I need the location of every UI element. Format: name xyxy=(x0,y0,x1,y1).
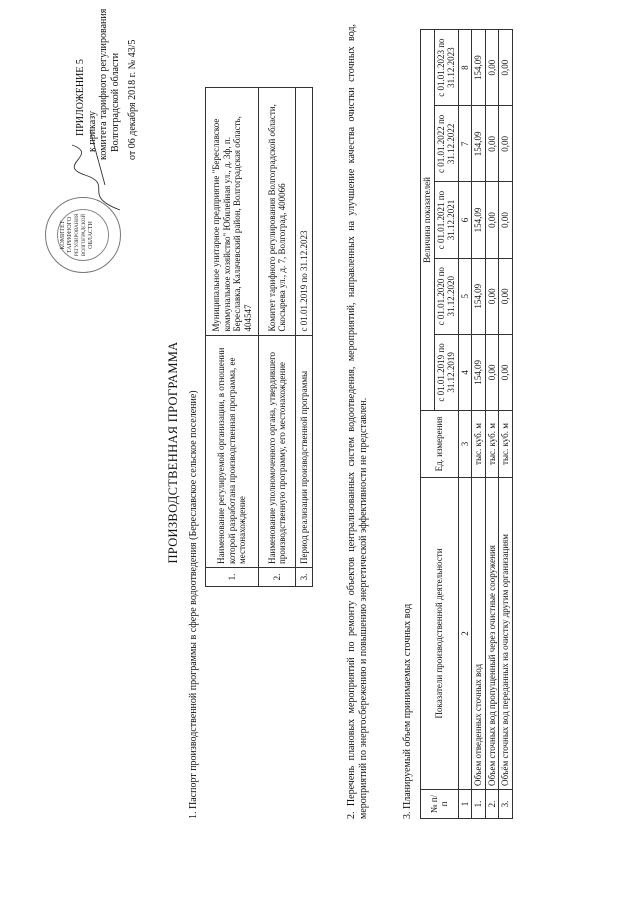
to-order-label: к приказу xyxy=(86,111,98,152)
col-header-period: с 01.01.2021 по 31.12.2021 xyxy=(434,182,458,258)
col-number: 7 xyxy=(458,106,472,182)
stamp-line-4: ВОЛГОГРАДСКОЙ xyxy=(82,213,87,257)
col-header-unit: Ед. измерения xyxy=(421,411,459,478)
row-number: 1. xyxy=(206,567,259,586)
table-row xyxy=(206,88,259,587)
col-number: 3 xyxy=(458,411,472,478)
col-header-indicator: Показатели производственной деятельности xyxy=(421,478,459,790)
section3-heading: 3. Планируемый объем принимаемых сточных вод xyxy=(402,603,413,819)
col-header-values-group: Величина показателей xyxy=(421,30,435,411)
value-cell: 0,00 xyxy=(485,334,499,410)
passport-value: с 01.01.2019 по 31.12.2023 xyxy=(296,88,313,336)
row-number: 3. xyxy=(499,790,513,819)
value-cell: 0,00 xyxy=(499,334,513,410)
row-number: 1. xyxy=(472,790,486,819)
col-number: 4 xyxy=(458,334,472,410)
passport-value: Комитет тарифного регулирования Волгоградской области, Скосырева ул., д. 7, Волгоград, 400066 xyxy=(259,88,296,336)
value-cell: 0,00 xyxy=(485,182,499,258)
col-number: 8 xyxy=(458,30,472,106)
value-cell: 154,09 xyxy=(472,258,486,334)
col-number: 1 xyxy=(458,790,472,819)
table-row xyxy=(259,88,296,587)
value-cell: 0,00 xyxy=(485,258,499,334)
col-header-period: с 01.01.2023 по 31.12.2023 xyxy=(434,30,458,106)
col-header-period: с 01.01.2019 по 31.12.2019 xyxy=(434,334,458,410)
appendix-label: ПРИЛОЖЕНИЕ 5 xyxy=(75,59,86,136)
table-header-row xyxy=(421,30,435,819)
signature-mark xyxy=(60,125,130,215)
col-header-period: с 01.01.2020 по 31.12.2020 xyxy=(434,258,458,334)
table-row xyxy=(296,88,313,587)
value-cell: 0,00 xyxy=(499,30,513,106)
row-number: 2. xyxy=(485,790,499,819)
unit-cell: тыс. куб. м xyxy=(499,411,513,478)
col-number: 6 xyxy=(458,182,472,258)
value-cell: 154,09 xyxy=(472,334,486,410)
section1-heading: 1. Паспорт производственной программы в сфере водоотведения (Береславское сельское поселение) xyxy=(188,390,199,819)
indicator-name: Объем отведенных сточных вод xyxy=(472,478,486,790)
table-row xyxy=(499,30,513,819)
committee-label: комитета тарифного регулирования xyxy=(98,8,109,160)
passport-value: Муниципальное унитарное предприятие "Береславское коммунальное хозяйство" Юбилейная ул., д. 3ф, п. Береславка, Калачевский район, Волгоградская область, 404547 xyxy=(206,88,259,336)
value-cell: 154,09 xyxy=(472,30,486,106)
value-cell: 0,00 xyxy=(485,30,499,106)
value-cell: 154,09 xyxy=(472,182,486,258)
indicator-name: Объём сточных вод переданных на очистку другим организациям xyxy=(499,478,513,790)
row-number: 2. xyxy=(259,567,296,586)
passport-label: Период реализации производственной программы xyxy=(296,335,313,567)
region-label: Волгоградской области xyxy=(109,52,121,152)
unit-cell: тыс. куб. м xyxy=(485,411,499,478)
value-cell: 0,00 xyxy=(499,106,513,182)
stamp-line-3: РЕГУЛИРОВАНИЯ xyxy=(75,213,80,257)
table-row xyxy=(485,30,499,819)
passport-table xyxy=(205,87,313,587)
stamp-text xyxy=(60,208,95,262)
stamp-line-5: ОБЛАСТИ xyxy=(88,221,94,249)
column-number-row xyxy=(458,30,472,819)
wastewater-volume-table xyxy=(420,29,513,819)
table-row xyxy=(472,30,486,819)
value-cell: 0,00 xyxy=(499,258,513,334)
order-date-label: от 06 декабря 2018 г. № 43/5 xyxy=(127,39,138,160)
col-number: 5 xyxy=(458,258,472,334)
stamp-line-2: ТАРИФНОГО xyxy=(67,216,73,254)
section2-text: 2. Перечень плановых мероприятий по ремонту объектов централизованных систем водоотведения, мероприятий, направленных на улучшение качества очистки сточных вод, мероприятий по энергосбережению и повышению энергетической эффективности не представлен. xyxy=(346,24,369,819)
col-header-period: с 01.01.2022 по 31.12.2022 xyxy=(434,106,458,182)
stamp-line-1: КОМИТЕТ xyxy=(60,220,66,250)
value-cell: 0,00 xyxy=(485,106,499,182)
indicator-name: Объем сточных вод пропущенный через очистные сооружения xyxy=(485,478,499,790)
value-cell: 154,09 xyxy=(472,106,486,182)
col-header-num: № п/п xyxy=(421,790,459,819)
row-number: 3. xyxy=(296,567,313,586)
value-cell: 0,00 xyxy=(499,182,513,258)
col-number: 2 xyxy=(458,478,472,790)
unit-cell: тыс. куб. м xyxy=(472,411,486,478)
passport-label: Наименование регулируемой организации, в отношении которой разработана производственная программа, ее местонахождение xyxy=(206,335,259,567)
page-title: ПРОИЗВОДСТВЕННАЯ ПРОГРАММА xyxy=(166,341,180,564)
passport-label: Наименование уполномоченного органа, утвердившего производственную программу, его местонахождение xyxy=(259,335,296,567)
